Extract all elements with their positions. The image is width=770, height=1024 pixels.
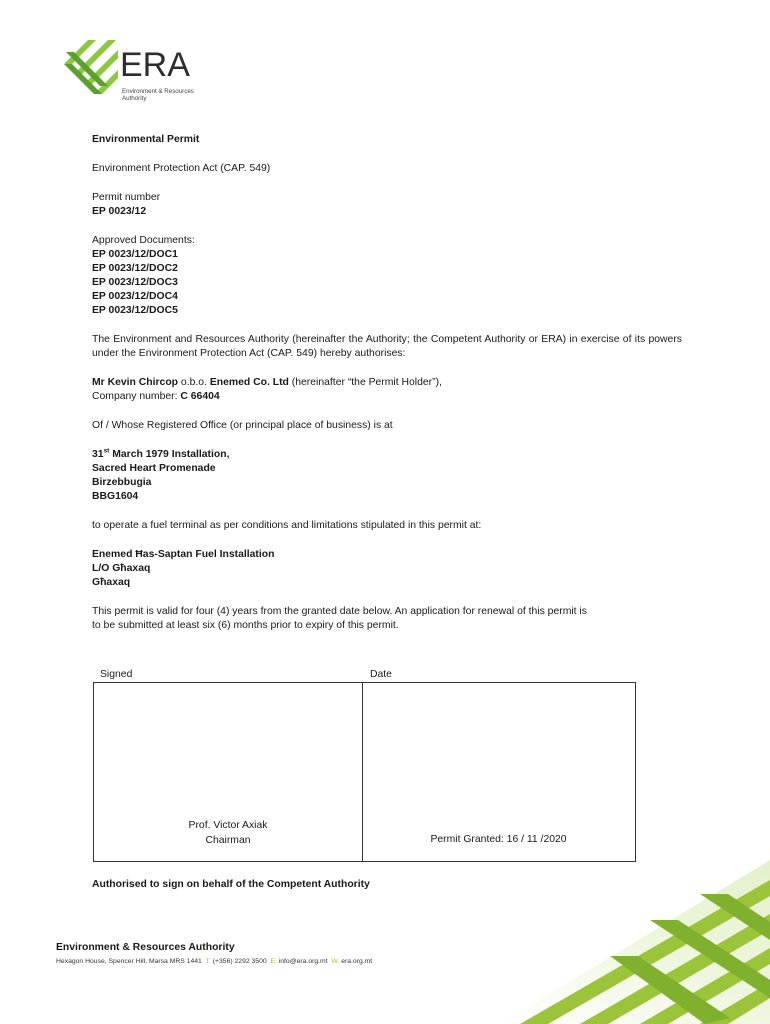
permit-body xyxy=(92,133,682,633)
approved-doc: EP 0023/12/DOC2 xyxy=(92,263,178,274)
corner-stripes-graphic xyxy=(500,860,770,1024)
validity-line-2: to be submitted at least six (6) months prior to expiry of this permit. xyxy=(92,620,399,631)
approved-doc: EP 0023/12/DOC4 xyxy=(92,291,178,302)
date-label: Date xyxy=(370,669,392,680)
signer-name: Prof. Victor Axiak xyxy=(188,820,268,831)
approved-doc: EP 0023/12/DOC3 xyxy=(92,277,178,288)
footer-email[interactable]: info@era.org.mt xyxy=(278,958,328,965)
footer-website[interactable]: era.org.mt xyxy=(341,958,373,965)
authorised-statement: Authorised to sign on behalf of the Competent Authority xyxy=(92,879,370,890)
permit-granted-date: Permit Granted: 16 / 11 /2020 xyxy=(430,834,567,845)
act-reference: Environment Protection Act (CAP. 549) xyxy=(92,163,271,174)
authority-paragraph: The Environment and Resources Authority (hereinafter the Authority; the Competent Authority or ERA) in exercise of its powers under the Environment Protection Act (CAP. 549) hereby authorises: xyxy=(92,334,682,359)
permit-number: EP 0023/12 xyxy=(92,206,147,217)
address-line-2: Sacred Heart Promenade xyxy=(92,463,216,474)
signer-title: Chairman xyxy=(205,835,251,846)
signed-label: Signed xyxy=(100,669,133,680)
approved-doc: EP 0023/12/DOC5 xyxy=(92,305,178,316)
site-line-1: Enemed Ħas-Saptan Fuel Installation xyxy=(92,549,275,560)
address-line-3: Birzebbugia xyxy=(92,477,152,488)
address-line-4: BBG1604 xyxy=(92,491,139,502)
signer-block xyxy=(93,818,363,848)
registered-office-text: Of / Whose Registered Office (or principal place of business) is at xyxy=(92,420,393,431)
document-title: Environmental Permit xyxy=(92,134,200,145)
permit-number-label: Permit number xyxy=(92,192,161,203)
logo-word: ERA xyxy=(120,46,190,84)
validity-line-1: This permit is valid for four (4) years from the granted date below. An application for renewal of this permit is xyxy=(92,606,587,617)
logo-subtitle: Environment & Resources Authority xyxy=(122,88,194,102)
company-number: Company number: C 66404 xyxy=(92,391,220,402)
operate-text: to operate a fuel terminal as per conditions and limitations stipulated in this permit at: xyxy=(92,520,482,531)
permit-holder: Mr Kevin Chircop o.b.o. Enemed Co. Ltd (hereinafter “the Permit Holder”), xyxy=(92,377,442,388)
footer-organisation: Environment & Resources Authority xyxy=(56,942,235,953)
approved-doc: EP 0023/12/DOC1 xyxy=(92,249,178,260)
address-line-1: 31st March 1979 Installation, xyxy=(92,447,230,460)
footer-contact: Hexagon House, Spencer Hill, Marsa MRS 1441 T. (+356) 2292 3500 E. info@era.org.mt W. era.org.mt xyxy=(56,958,373,965)
approved-docs-label: Approved Documents: xyxy=(92,235,195,246)
site-line-3: Għaxaq xyxy=(92,577,131,588)
site-line-2: L/O Għaxaq xyxy=(92,563,151,574)
